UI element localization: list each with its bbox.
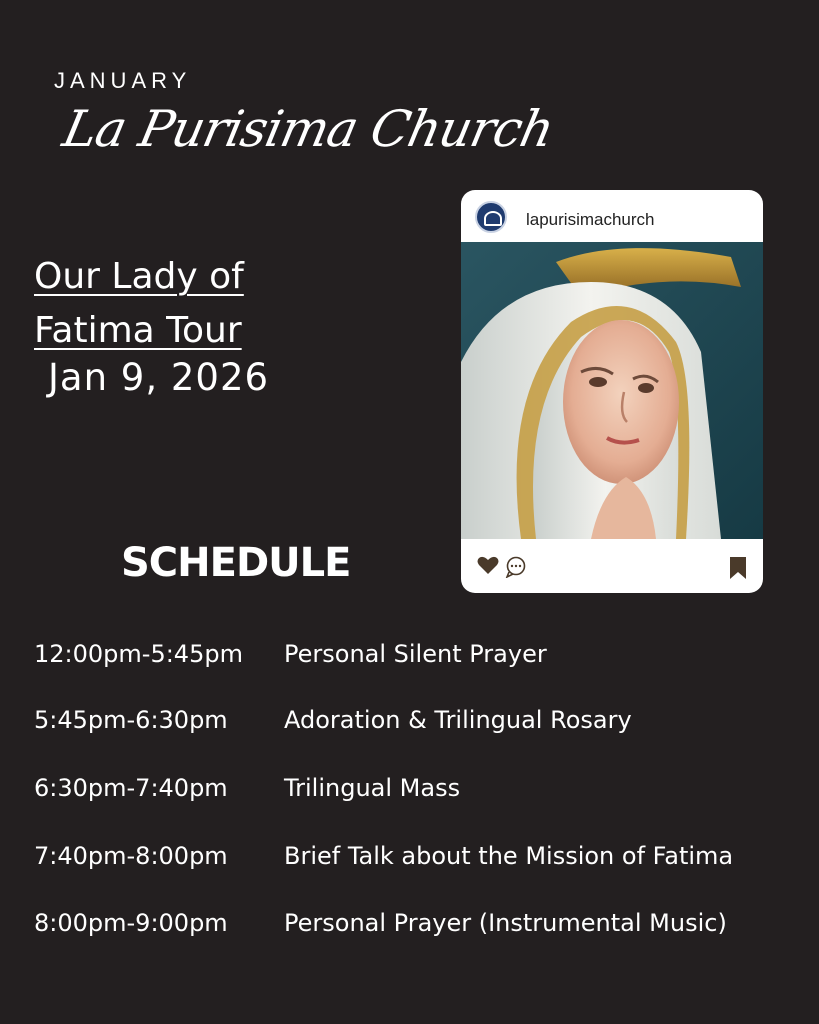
event-title-line1: Our Lady of [34,256,244,297]
event-title-line2: Fatima Tour [34,310,242,351]
schedule-time: 5:45pm-6:30pm [34,706,228,734]
bookmark-icon[interactable] [729,557,747,583]
schedule-row [0,640,819,680]
schedule-row [0,909,819,949]
schedule-time: 8:00pm-9:00pm [34,909,228,937]
schedule-time: 7:40pm-8:00pm [34,842,228,870]
social-post-card [461,190,763,593]
schedule-activity: Adoration & Trilingual Rosary [284,706,632,734]
schedule-activity: Personal Silent Prayer [284,640,547,668]
avatar[interactable] [475,201,507,233]
schedule-heading: SCHEDULE [121,540,351,586]
church-name: La Purisima Church [58,100,559,158]
schedule-row [0,842,819,882]
event-title [34,250,244,358]
schedule-time: 12:00pm-5:45pm [34,640,243,668]
event-date: Jan 9, 2026 [48,356,270,399]
schedule-row [0,774,819,814]
post-username[interactable]: lapurisimachurch [526,210,655,229]
heart-icon[interactable] [477,555,499,579]
statue-image [461,242,763,539]
comment-icon[interactable] [505,556,527,582]
schedule-row [0,706,819,746]
schedule-activity: Trilingual Mass [284,774,461,802]
schedule-activity: Brief Talk about the Mission of Fatima [284,842,734,870]
schedule-activity: Personal Prayer (Instrumental Music) [284,909,727,937]
schedule-time: 6:30pm-7:40pm [34,774,228,802]
post-photo [461,242,763,539]
month-label: JANUARY [54,68,192,93]
post-header [461,190,763,242]
